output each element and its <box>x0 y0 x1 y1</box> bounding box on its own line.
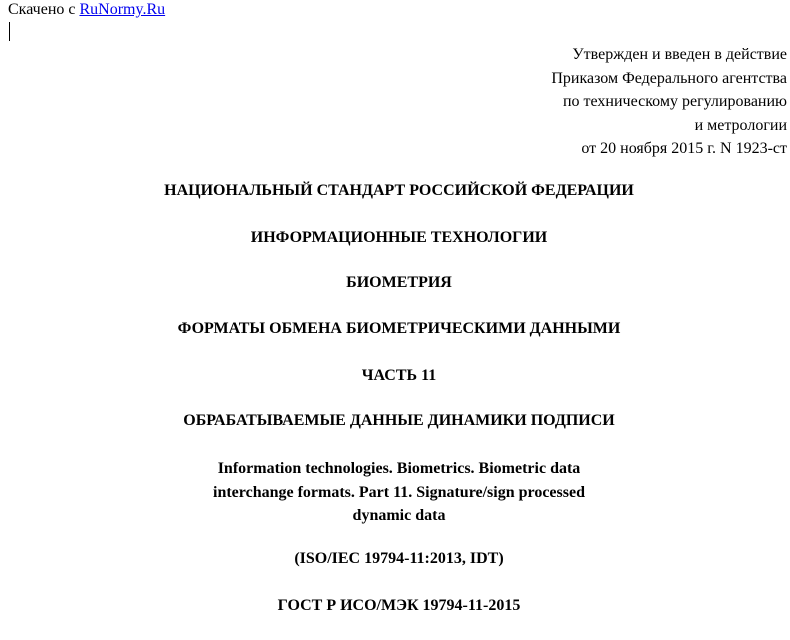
approval-line: Приказом Федерального агентства <box>551 69 787 87</box>
iso-reference: (ISO/IEC 19794-11:2013, IDT) <box>294 550 504 567</box>
document-title: ОБРАБАТЫВАЕМЫЕ ДАННЫЕ ДИНАМИКИ ПОДПИСИ <box>183 412 615 429</box>
formats-heading: ФОРМАТЫ ОБМЕНА БИОМЕТРИЧЕСКИМИ ДАННЫМИ <box>177 320 621 337</box>
source-prefix: Скачено с <box>8 1 80 18</box>
approval-line: и метрологии <box>694 116 787 134</box>
field-heading: ИНФОРМАЦИОННЫЕ ТЕХНОЛОГИИ <box>250 229 548 246</box>
source-link[interactable]: RuNormy.Ru <box>79 1 166 18</box>
text-caret <box>9 22 10 41</box>
subfield-heading: БИОМЕТРИЯ <box>346 274 452 291</box>
gost-number: ГОСТ Р ИСО/МЭК 19794-11-2015 <box>277 597 521 614</box>
approval-line: от 20 ноября 2015 г. N 1923-ст <box>581 140 787 158</box>
english-title-line: dynamic data <box>352 507 446 524</box>
approval-line: по техническому регулированию <box>562 93 787 111</box>
english-title <box>0 457 790 528</box>
source-line <box>8 0 165 20</box>
part-heading: ЧАСТЬ 11 <box>361 367 437 384</box>
english-title-line: Information technologies. Biometrics. Biometric data <box>217 460 581 477</box>
standard-heading: НАЦИОНАЛЬНЫЙ СТАНДАРТ РОССИЙСКОЙ ФЕДЕРАЦИИ <box>164 182 634 199</box>
english-title-line: interchange formats. Part 11. Signature/sign processed <box>213 483 585 501</box>
approval-block <box>551 43 787 161</box>
approval-line: Утвержден и введен в действие <box>572 46 787 63</box>
